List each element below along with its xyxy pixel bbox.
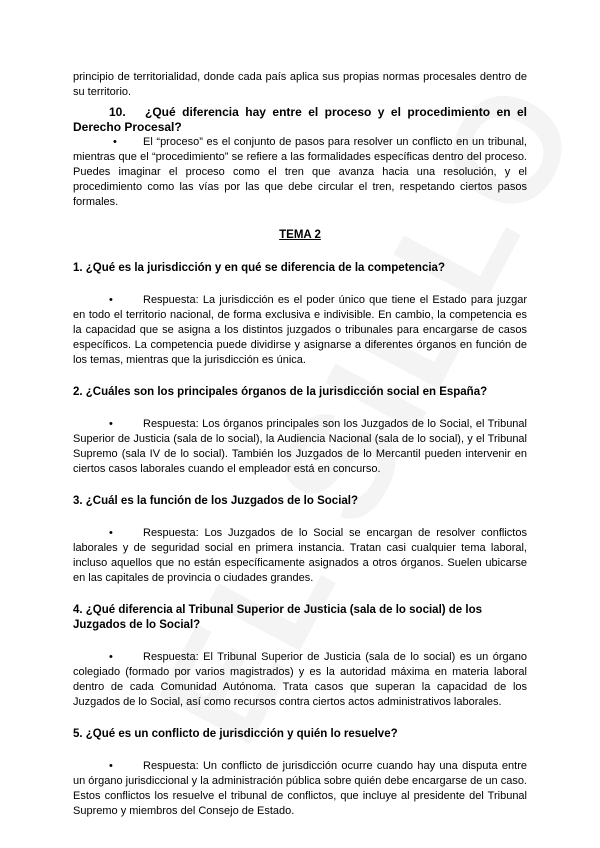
- bullet: •: [109, 418, 113, 430]
- question-4-answer: [73, 650, 527, 710]
- question-1-answer: [73, 293, 527, 368]
- question-10-heading: [73, 105, 527, 135]
- tema-heading: TEMA 2: [279, 229, 321, 241]
- question-4-answer-text: Respuesta: El Tribunal Superior de Justicia (sala de lo social) es un órgano colegiado (formado por varios magistrados) y es la autoridad máxima en materia laboral dentro de cada Comunidad Autónoma. Trata casos que superan la capacidad de los Juzgados de lo Social, así como recursos contra ciertos actos administrativos laborales.: [73, 651, 527, 708]
- question-2-heading: 2. ¿Cuáles son los principales órganos de la jurisdicción social en España?: [73, 386, 488, 398]
- question-3-heading: 3. ¿Cuál es la función de los Juzgados de lo Social?: [73, 495, 359, 507]
- question-2-answer-text: Respuesta: Los órganos principales son los Juzgados de lo Social, el Tribunal Superior de Justicia (sala de lo social), la Audiencia Nacional (sala de lo social), y el Tribunal Supremo (sala IV de lo social). También los Juzgados de lo Mercantil pueden intervenir en ciertos casos laborales cuando el empleador está en concurso.: [73, 418, 527, 475]
- bullet: •: [113, 136, 117, 148]
- question-10-answer: [73, 135, 527, 210]
- bullet: •: [109, 527, 113, 539]
- question-5-answer: [73, 759, 527, 819]
- question-3-answer-text: Respuesta: Los Juzgados de lo Social se encargan de resolver conflictos laborales y de seguridad social en primera instancia. Tratan casi cualquier tema laboral, incluso aquellos que no están específicamente asignados a otros órganos. Suelen ubicarse en las capitales de provincia o ciudades grandes.: [73, 527, 527, 584]
- bullet: •: [109, 294, 113, 306]
- bullet: •: [109, 651, 113, 663]
- question-10-number: 10.: [109, 105, 126, 119]
- question-1-heading: 1. ¿Qué es la jurisdicción y en qué se diferencia de la competencia?: [73, 262, 445, 274]
- question-4-heading: 4. ¿Qué diferencia al Tribunal Superior de Justicia (sala de lo social) de los Juzgados de lo Social?: [73, 604, 483, 631]
- bullet: •: [109, 760, 113, 772]
- question-5-heading: 5. ¿Qué es un conflicto de jurisdicción y quién lo resuelve?: [73, 728, 398, 740]
- question-10-answer-text: El “proceso” es el conjunto de pasos para resolver un conflicto en un tribunal, mientras que el “procedimiento” se refiere a las formalidades específicas dentro del proceso. Puedes imaginar el proceso como el tren que avanza hacia una resolución, y el procedimiento como las vías por las que debe circular el tren, respetando ciertos pasos formales.: [73, 136, 527, 208]
- question-3-answer: [73, 526, 527, 586]
- question-2-answer: [73, 417, 527, 477]
- question-10-title: ¿Qué diferencia hay entre el proceso y el procedimiento en el Derecho Procesal?: [73, 105, 527, 134]
- question-5-answer-text: Respuesta: Un conflicto de jurisdicción ocurre cuando hay una disputa entre un órgano jurisdiccional y la administración pública sobre quién debe encargarse de un caso. Estos conflictos los resuelve el tribunal de conflictos, que incluye al presidente del Tribunal Supremo y miembros del Consejo de Estado.: [73, 760, 527, 817]
- document-page: [73, 0, 527, 819]
- question-1-answer-text: Respuesta: La jurisdicción es el poder único que tiene el Estado para juzgar en todo el territorio nacional, de forma exclusiva e indivisible. En cambio, la competencia es la capacidad que se asigna a los distintos juzgados o tribunales para encargarse de casos específicos. La competencia puede dividirse y asignarse a diferentes órganos en función de los temas, mientras que la jurisdicción es única.: [73, 294, 527, 366]
- intro-paragraph: principio de territorialidad, donde cada país aplica sus propias normas procesales dentro de su territorio.: [73, 71, 527, 98]
